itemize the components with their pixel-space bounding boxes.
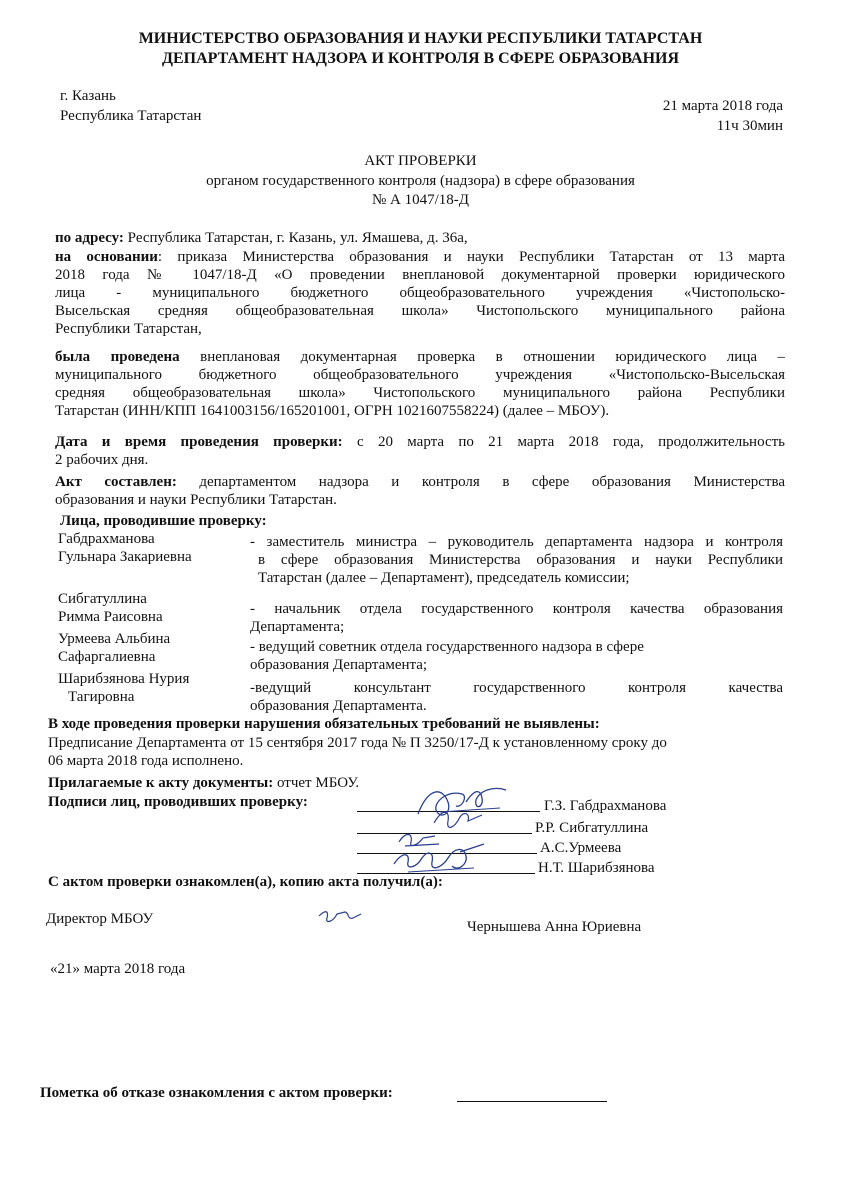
acknowledgement-date: «21» марта 2018 года bbox=[50, 961, 186, 977]
inspector-name bbox=[58, 670, 189, 706]
dates-line: 2 рабочих дня. bbox=[55, 452, 149, 468]
attachments-line bbox=[48, 774, 359, 792]
role-line: - заместитель министра – руководитель департамента надзора и контроля bbox=[250, 534, 783, 550]
dates-line bbox=[55, 433, 785, 451]
conducted-block bbox=[55, 348, 785, 420]
ministry-heading: МИНИСТЕРСТВО ОБРАЗОВАНИЯ И НАУКИ РЕСПУБЛИКИ ТАТАРСТАН bbox=[138, 30, 703, 47]
basis-line: Республики Татарстан, bbox=[55, 321, 202, 337]
conducted-line bbox=[55, 348, 785, 366]
attachments-label: Прилагаемые к акту документы: bbox=[48, 775, 274, 791]
name-line: Римма Раисовна bbox=[58, 609, 163, 625]
conducted-text: внеплановая документарная проверка в отношении юридического лица – bbox=[179, 349, 786, 365]
role-line: - начальник отдела государственного контроля качества образования bbox=[250, 601, 783, 617]
act-number: № А 1047/18-Д bbox=[371, 192, 470, 208]
act-time: 11ч 30мин bbox=[716, 118, 783, 134]
inspector-name bbox=[58, 590, 163, 626]
name-line: Сафаргалиевна bbox=[58, 649, 156, 665]
inspector-role bbox=[250, 679, 783, 715]
no-violations: В ходе проведения проверки нарушения обязательных требований не выявлены: bbox=[48, 716, 600, 732]
composed-text: департаментом надзора и контроля в сфере образования Министерства bbox=[176, 474, 785, 490]
prescription-line: 06 марта 2018 года исполнено. bbox=[48, 753, 244, 769]
name-line: Шарибзянова Нурия bbox=[58, 671, 190, 687]
role-line: образования Департамента; bbox=[250, 657, 428, 673]
inspectors-heading: Лица, проводившие проверку: bbox=[60, 513, 267, 529]
director-position: Директор МБОУ bbox=[46, 911, 154, 927]
attachments-text: отчет МБОУ. bbox=[273, 775, 360, 791]
inspector-name bbox=[58, 530, 192, 566]
role-line: - ведущий советник отдела государственного надзора в сфере bbox=[250, 639, 644, 655]
role-line: Департамента; bbox=[250, 619, 345, 635]
signer-name: Н.Т. Шарибзянова bbox=[538, 860, 655, 876]
name-line: Урмеева Альбина bbox=[58, 631, 171, 647]
role-line: образования Департамента. bbox=[250, 698, 427, 714]
basis-line: 2018 года № 1047/18-Д «О проведении внеплановой документарной проверки юридического bbox=[55, 267, 785, 283]
address-label: по адресу: bbox=[55, 230, 124, 246]
name-line: Гульнара Закариевна bbox=[58, 549, 192, 565]
signer-name: Р.Р. Сибгатуллина bbox=[535, 820, 649, 836]
region: Республика Татарстан bbox=[60, 108, 202, 124]
composed-block bbox=[55, 473, 785, 509]
role-line: в сфере образования Министерства образования и науки Республики bbox=[258, 552, 783, 568]
conducted-line: муниципального бюджетного общеобразовательного учреждения «Чистопольско-Высельская bbox=[55, 367, 785, 383]
director-signature-icon bbox=[315, 906, 365, 928]
basis-line: лица - муниципального бюджетного общеобразовательного учреждения «Чистопольско- bbox=[55, 285, 785, 301]
inspector-role bbox=[250, 533, 783, 587]
conducted-line: средняя общеобразовательная школа» Чистопольского муниципального района Республики bbox=[55, 385, 785, 401]
conducted-line: Татарстан (ИНН/КПП 1641003156/165201001, ОГРН 1021607558224) (далее – МБОУ). bbox=[55, 403, 610, 419]
role-line: Татарстан (далее – Департамент), председатель комиссии; bbox=[258, 570, 630, 586]
conducted-label: была проведена bbox=[55, 349, 180, 365]
composed-line bbox=[55, 473, 785, 491]
act-subtitle: органом государственного контроля (надзора) в сфере образования bbox=[206, 173, 635, 189]
basis-line bbox=[55, 248, 785, 266]
name-line: Габдрахманова bbox=[58, 531, 155, 547]
dates-text: с 20 марта по 21 марта 2018 года, продолжительность bbox=[342, 434, 785, 450]
basis-label: на основании bbox=[55, 249, 158, 265]
department-heading: ДЕПАРТАМЕНТ НАДЗОРА И КОНТРОЛЯ В СФЕРЕ ОБРАЗОВАНИЯ bbox=[161, 50, 680, 67]
basis-block bbox=[55, 248, 785, 338]
act-title: АКТ ПРОВЕРКИ bbox=[364, 153, 477, 169]
signatures-label: Подписи лиц, проводивших проверку: bbox=[48, 794, 308, 810]
dates-block bbox=[55, 433, 785, 469]
signer-name: А.С.Урмеева bbox=[540, 840, 622, 856]
name-line: Сибгатуллина bbox=[58, 591, 147, 607]
inspector-name bbox=[58, 630, 170, 666]
basis-text: : приказа Министерства образования и науки Республики Татарстан от 13 марта bbox=[157, 249, 785, 265]
basis-line: Высельская средняя общеобразовательная школа» Чистопольского муниципального района bbox=[55, 303, 785, 319]
refusal-line bbox=[457, 1085, 607, 1102]
signer-name: Г.З. Габдрахманова bbox=[544, 798, 667, 814]
role-line: -ведущий консультант государственного контроля качества bbox=[250, 680, 783, 696]
refusal-label: Пометка об отказе ознакомления с актом проверки: bbox=[40, 1085, 393, 1101]
inspector-role bbox=[250, 600, 783, 636]
acknowledgement-label: С актом проверки ознакомлен(а), копию акта получил(а): bbox=[48, 874, 443, 890]
dates-label: Дата и время проведения проверки: bbox=[55, 434, 343, 450]
composed-label: Акт составлен: bbox=[55, 474, 177, 490]
inspector-role bbox=[250, 638, 783, 674]
composed-line: образования и науки Республики Татарстан. bbox=[55, 492, 337, 508]
act-date: 21 марта 2018 года bbox=[662, 98, 783, 114]
prescription-line: Предписание Департамента от 15 сентября 2017 года № П 3250/17-Д к установленному сроку до bbox=[48, 735, 667, 751]
address-line bbox=[55, 229, 785, 247]
address-text: Республика Татарстан, г. Казань, ул. Ямашева, д. 36а, bbox=[123, 230, 468, 246]
director-name: Чернышева Анна Юриевна bbox=[467, 919, 642, 935]
city: г. Казань bbox=[60, 88, 116, 104]
name-line: Тагировна bbox=[68, 689, 135, 705]
